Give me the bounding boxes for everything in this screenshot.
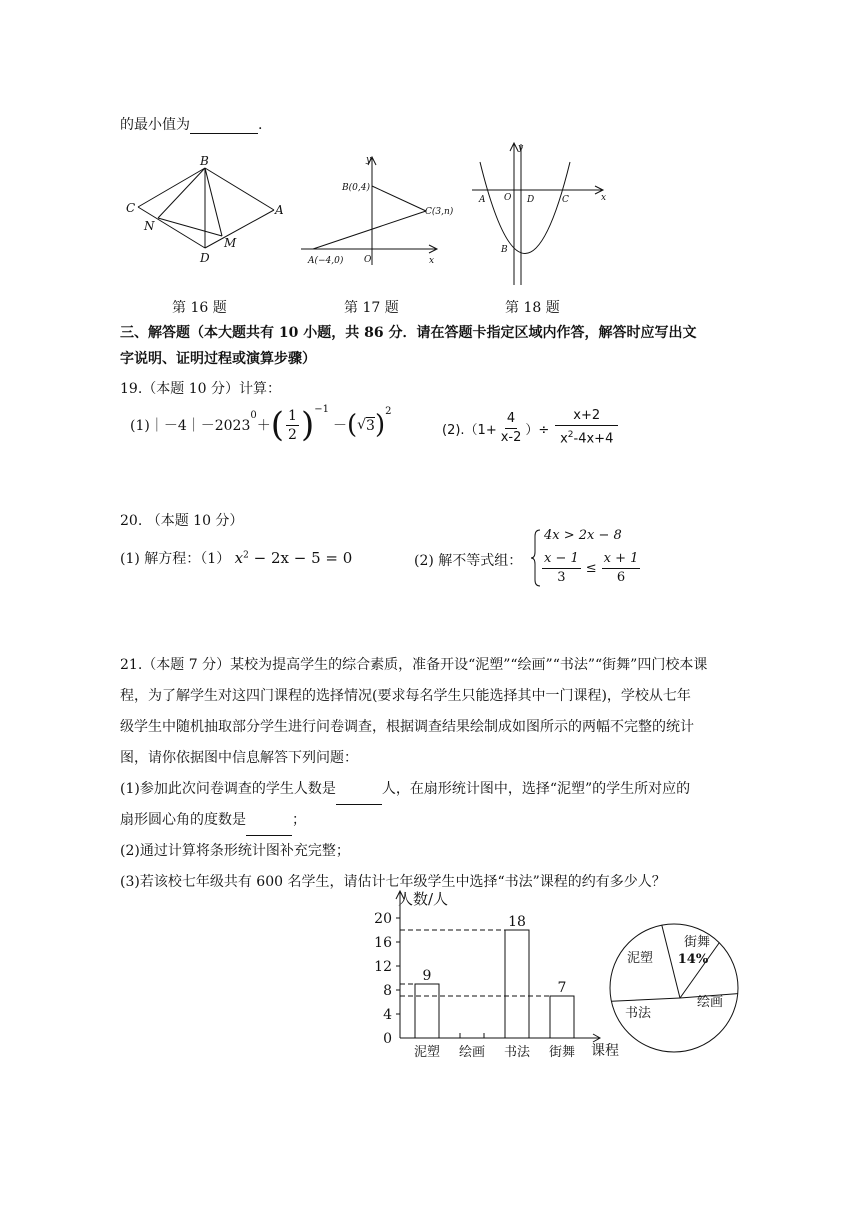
bar-chart-data-label: 7 — [557, 980, 567, 996]
fig18-label-y: y — [518, 143, 524, 153]
q19-p2-mid: ）÷ — [525, 422, 550, 438]
bar-chart-category-label: 绘画 — [458, 1045, 486, 1060]
fig18-label-c: C — [562, 195, 569, 205]
q20-ineq2-den-r: 6 — [616, 570, 626, 585]
bar-chart-ytick-label: 4 — [383, 1007, 392, 1023]
fig16-label-c: C — [126, 201, 136, 215]
bar-chart-xlabel: 课程 — [591, 1043, 619, 1059]
bar-chart-category-label: 街舞 — [548, 1045, 576, 1060]
q20-ineq1: 4x > 2x − 8 — [544, 528, 622, 543]
q21-line-4: 图，请你依据图中信息解答下列问题： — [120, 750, 358, 766]
q19-p2-den-exp: 2 — [567, 430, 574, 441]
q19-p1-rparen2: ) — [374, 410, 386, 440]
q20-part2-label: (2) 解不等式组： — [414, 553, 523, 569]
fig18-label-x: x — [601, 193, 607, 203]
q21-line-1: 21.（本题 7 分）某校为提高学生的综合素质，准备开设“泥塑”“绘画”“书法”“街舞”四门校本课 — [120, 657, 708, 673]
bar-chart-bar — [505, 930, 529, 1038]
fig17-label-x: x — [429, 256, 435, 266]
pie-chart-slice-label: 书法 — [624, 1006, 652, 1021]
figure-16 — [118, 150, 298, 270]
q20-p1-eq-exp: 2 — [243, 550, 249, 561]
bar-chart-ytick-label: 0 — [383, 1031, 392, 1047]
q20-title: 20. （本题 10 分） — [120, 513, 244, 529]
q20-ineq2-left — [542, 550, 581, 587]
pie-chart-slice-label: 绘画 — [696, 995, 724, 1010]
q19-p2-prefix: (2).（1+ — [442, 422, 497, 438]
q21-sub3: (3)若该校七年级共有 600 名学生，请估计七年级学生中选择“书法”课程的约有多少人？ — [120, 874, 666, 890]
fig18-label-a: A — [479, 195, 486, 205]
fig16-label-m: M — [224, 236, 237, 250]
q19-p1-lparen: ( — [270, 405, 285, 445]
bar-chart-data-label: 9 — [422, 968, 432, 984]
fig16-caption: 第 16 题 — [172, 300, 227, 316]
q21-answer-blank-angle[interactable] — [246, 821, 292, 836]
q19-p2-frac2-den — [558, 426, 615, 448]
bar-chart-category-label: 泥塑 — [413, 1045, 441, 1060]
q19-p2-frac1 — [499, 410, 524, 447]
q19-p1-exp-neg1: −1 — [314, 404, 329, 415]
q21-sub1-d: ； — [292, 812, 306, 828]
q21-body — [120, 650, 760, 898]
q19-p1-minus: － — [332, 418, 347, 434]
q19-p2-frac2-num: x+2 — [555, 407, 618, 426]
q20-p1-label: (1) 解方程：（1） — [120, 551, 231, 567]
fig17-label-y: y — [366, 155, 372, 165]
q21-sub1-line2 — [120, 805, 760, 836]
q19-p2-frac1-den: x-2 — [500, 429, 522, 445]
q20-ineq2-right — [602, 550, 641, 587]
q19-p1-sqrt-sign: √ — [357, 417, 367, 433]
figure-18 — [470, 140, 615, 290]
fig17-label-o: O — [364, 255, 372, 265]
fig17-label-b: B(0,4) — [342, 183, 370, 193]
fig16-label-a: A — [275, 203, 284, 217]
fig17-caption: 第 17 题 — [344, 300, 399, 316]
q20-ineq2-num-r: x + 1 — [602, 550, 641, 569]
q20-p1-eq-rest: − 2x − 5 = 0 — [248, 549, 353, 567]
q21-sub2: (2)通过计算将条形统计图补充完整； — [120, 843, 350, 859]
section3-heading-line2: 字说明、证明过程或演算步骤） — [120, 351, 316, 367]
fig18-label-b: B — [501, 245, 508, 255]
fig16-label-n: N — [144, 219, 155, 233]
pie-chart-slice-label: 街舞 — [683, 935, 711, 950]
top-line — [120, 114, 262, 134]
fig16-label-b: B — [200, 154, 209, 168]
q21-line-2: 程，为了解学生对这四门课程的选择情况(要求每名学生只能选择其中一门课程)，学校从七年 — [120, 688, 691, 704]
fig17-label-c: C(3,n) — [425, 207, 454, 217]
q19-title: 19.（本题 10 分）计算： — [120, 381, 281, 397]
q21-sub1-c: 扇形圆心角的度数是 — [120, 812, 246, 828]
bar-chart-ytick-label: 12 — [374, 959, 392, 975]
pie-chart-slice-percent: 14% — [677, 952, 709, 967]
q19-p1-half — [286, 407, 299, 444]
q19-p2-den-x: x — [560, 431, 568, 447]
q21-sub1-a: (1)参加此次问卷调查的学生人数是 — [120, 781, 336, 797]
fig17-label-a: A(−4,0) — [308, 256, 344, 266]
q21-answer-blank-count[interactable] — [336, 790, 382, 805]
pie-chart-slice-label: 泥塑 — [626, 951, 654, 966]
bar-chart-bar — [550, 996, 574, 1038]
bar-chart — [355, 880, 625, 1065]
q19-p2-frac1-num: 4 — [505, 410, 517, 429]
q21-sub1-line1 — [120, 774, 760, 805]
q20-ineq2 — [540, 550, 642, 587]
bar-chart-bar — [415, 984, 439, 1038]
q20-ineq2-den-l: 3 — [557, 570, 566, 585]
q19-p1-exp0: 0 — [250, 410, 257, 421]
q20-ineq2-sign: ≤ — [585, 561, 597, 576]
pie-chart — [602, 920, 748, 1060]
q19-p1-half-num: 1 — [288, 407, 297, 424]
q21-line-3: 级学生中随机抽取部分学生进行问卷调查，根据调查结果绘制成如图所示的两幅不完整的统计 — [120, 719, 694, 735]
bar-chart-ylabel: 人数/人 — [398, 890, 449, 908]
top-line-suffix: . — [258, 117, 263, 133]
q19-part1 — [130, 404, 391, 446]
bar-chart-data-label: 18 — [508, 914, 526, 930]
bar-chart-ytick-label: 16 — [374, 935, 392, 951]
answer-blank[interactable] — [190, 119, 258, 134]
q19-p1-exp2: 2 — [385, 406, 392, 417]
q19-p1-rparen: ) — [300, 405, 315, 445]
bar-chart-category-label: 书法 — [503, 1045, 531, 1060]
q19-p1-half-den: 2 — [288, 426, 297, 443]
bar-chart-ytick-label: 8 — [383, 983, 392, 999]
q21-sub1-b: 人，在扇形统计图中，选择“泥塑”的学生所对应的 — [381, 781, 691, 797]
q20-ineq2-num-l: x − 1 — [542, 550, 581, 569]
q19-p2-frac2 — [555, 407, 618, 448]
q19-p1-lparen2: ( — [346, 410, 358, 440]
q19-p1-plus: ＋ — [256, 418, 271, 434]
q19-p1-sqrt-val: 3 — [366, 417, 375, 434]
q19-p2-den-rest: -4x+4 — [573, 431, 614, 447]
fig18-label-d: D — [527, 195, 535, 205]
fig18-caption: 第 18 题 — [505, 300, 560, 316]
fig16-label-d: D — [200, 251, 210, 265]
q19-p1-prefix: (1)｜－4｜－2023 — [130, 418, 251, 434]
q19-part2 — [442, 408, 620, 448]
fig18-label-o: O — [504, 193, 512, 203]
top-line-prefix: 的最小值为 — [120, 117, 190, 133]
figure-17 — [296, 150, 456, 270]
q20-part1 — [120, 548, 352, 568]
bar-chart-ytick-label: 20 — [374, 911, 392, 927]
q20-p1-eq-x: x — [234, 549, 244, 567]
section3-heading-line1: 三、解答题（本大题共有 10 小题，共 86 分．请在答题卡指定区域内作答，解答时应写出文 — [120, 325, 697, 341]
